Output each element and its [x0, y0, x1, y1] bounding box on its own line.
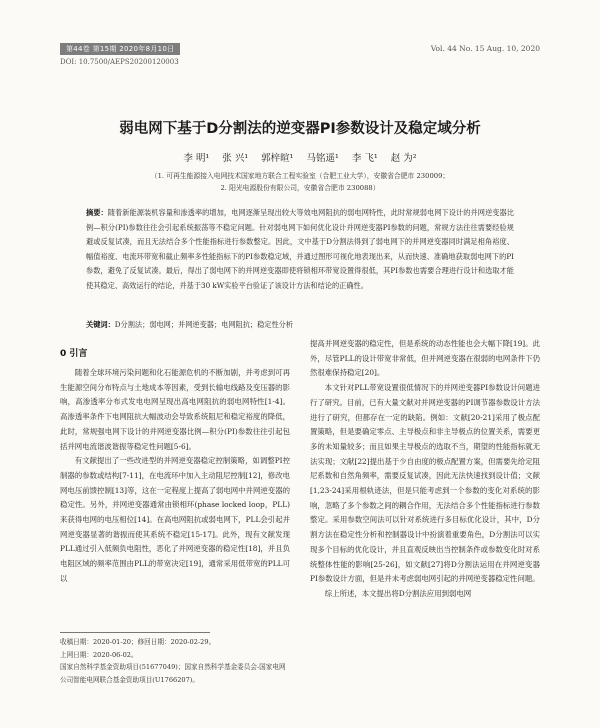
section-heading: 0 引言	[60, 349, 88, 359]
volume-info: Vol. 44 No. 15 Aug. 10, 2020	[430, 44, 540, 53]
affiliation-2: 2. 阳光电源股份有限公司，安徽省合肥市 230088）	[220, 184, 380, 192]
doi[interactable]: DOI: 10.7500/AEPS20200120003	[60, 58, 179, 66]
footnote-funding: 国家自然科学基金资助项目(51677049)；国家自然科学基金委员会-国家电网公司智能电网联合基金资助项目(U1766207)。	[60, 663, 286, 684]
author: 郭梓暄¹	[261, 153, 294, 164]
author: 张 兴¹	[222, 153, 249, 164]
author-list	[0, 150, 600, 164]
footnotes	[60, 636, 292, 686]
abstract-label: 摘要：	[86, 208, 108, 217]
paragraph: 提高并网逆变器的稳定性，但是系统的动态性能也会大幅下降[19]。此外，尽管PLL的设计带宽非常低，但并网逆变器在很弱的电网条件下仍然很难保持稳定[20]。	[310, 339, 540, 378]
abstract-text: 随着新能源装机容量和渗透率的增加，电网逐渐呈现出较大等效电网阻抗的弱电网特性，此时常规弱电网下设计的并网逆变器比例—积分(PI)参数往往会引起系统振荡等不稳定问题。针对弱电网下如何优化设计并网逆变器PI参数的问题，常规方法往往需要经验规避或反复试凑，而且无法结合多个性能指标进行参数整定。因此，文中基于D分割法得到了弱电网下的并网逆变器同时满足相角裕度、幅值裕度、电流环带宽和截止频率多性能指标下的PI参数稳定域，并通过图形可视化地表现出来，从而快速、准确地获取弱电网下的PI参数，避免了反复试凑。最后，得出了弱电网下的并网逆变器即使将锁相环带宽设置得很低，其PI参数也需要合理进行设计和选取才能使其稳定、高效运行的结论，并基于30 kW实验平台验证了该设计方法和结论的正确性。	[86, 208, 514, 290]
keywords-text: D分割法；弱电网；并网逆变器；电网阻抗；稳定性分析	[114, 320, 294, 329]
footnote-online: 上网日期：2020-06-02。	[60, 650, 138, 659]
footnote-divider	[60, 632, 210, 633]
paragraph: 综上所述，本文提出将D分割法应用到弱电网	[324, 588, 472, 598]
footnote-received: 收稿日期：2020-01-20；修回日期：2020-02-29。	[60, 638, 216, 646]
left-column	[60, 366, 290, 587]
keywords-label: 关键词：	[86, 320, 115, 329]
paper-title: 弱电网下基于D分割法的逆变器PI参数设计及稳定域分析	[119, 121, 481, 137]
paragraph: 随着全球环境污染问题和化石能源危机的不断加剧，并考虑到可再生能源空间分布特点与土地成本等因素，受到长输电线路及变压器的影响，高渗透率分布式发电电网呈现出高电网阻抗的弱电网特性[1-4]。高渗透率条件下电网阻抗大幅波动会导致系统阻尼和稳定裕度的降低，此时，常规强电网下设计的并网逆变器比例—积分(PI)参数往往引起包括并网电流谐波谐振等稳定性问题[5-6]。	[60, 368, 290, 451]
author: 马铭遥¹	[306, 153, 339, 164]
keywords	[86, 320, 514, 330]
journal-issue-tag: 第44卷 第15期 2020年8月10日	[60, 43, 180, 55]
paragraph: 有文献提出了一些改进型的并网逆变器稳定控制策略，如调整PI控制器的参数或结构[7-11]，在电流环中加入主动阻尼控制[12]，修改电网电压前馈控制[13]等，这在一定程度上提高了弱电网中并网逆变器的稳定性。另外，并网逆变器通常由锁相环(phase locked loop，PLL)来获得电网的电压相位[14]。在高电网阻抗或弱电网下，PLL会引起并网逆变器显著的谐振而使其系统不稳定[15-17]。此外，现有文献发现PLL通过引入低频负电阻性，恶化了并网逆变器的稳定性[18]，并且负电阻区域的频率范围由PLL的带宽决定[19]，通常采用低带宽的PLL可以	[60, 456, 290, 583]
author: 李 明¹	[183, 153, 210, 164]
author: 赵 为²	[390, 153, 417, 164]
abstract	[86, 206, 514, 294]
affiliation-1: （1. 可再生能源接入电网技术国家地方联合工程实验室（合肥工业大学），安徽省合肥市 230009；	[150, 172, 450, 180]
paragraph: 本文针对PLL带宽设置很低情况下的并网逆变器PI参数设计问题进行了研究。目前，已有大量文献对并网逆变器的PI调节器参数设计方法进行了研究，但都存在一定的缺陷。例如：文献[20-21]采用了极点配置策略，但是要确定零点、主导极点和非主导极点的位置关系，需要更多的未知量较多；而且如果主导极点的选取不当，期望的性能指标就无法实现；文献[22]提出基于少自由度的极点配置方案，但需要先给定阻尼系数和自然角频率，需要反复试凑，因此无法快速找到设计值；文献[1,23-24]采用根轨迹法，但是只能考虑到一个参数的变化对系统的影响，忽略了多个参数之间的耦合作用，无法结合多个性能指标进行参数整定。采用参数空间法可以针对系统进行多目标优化设计，其中，D分割方法在稳定性分析和控制器设计中扮演着重要角色，D分割法可以实现多个目标的优化设计，并且直观反映出当控制条件或参数变化时对系统整体性能的影响[25-26]，如文献[27]将D分割法运用在并网逆变器PI参数设计方面，但是并未考虑弱电网引起的并网逆变器稳定性问题。	[310, 383, 540, 584]
right-column	[310, 337, 540, 602]
author: 李 飞¹	[351, 153, 378, 164]
